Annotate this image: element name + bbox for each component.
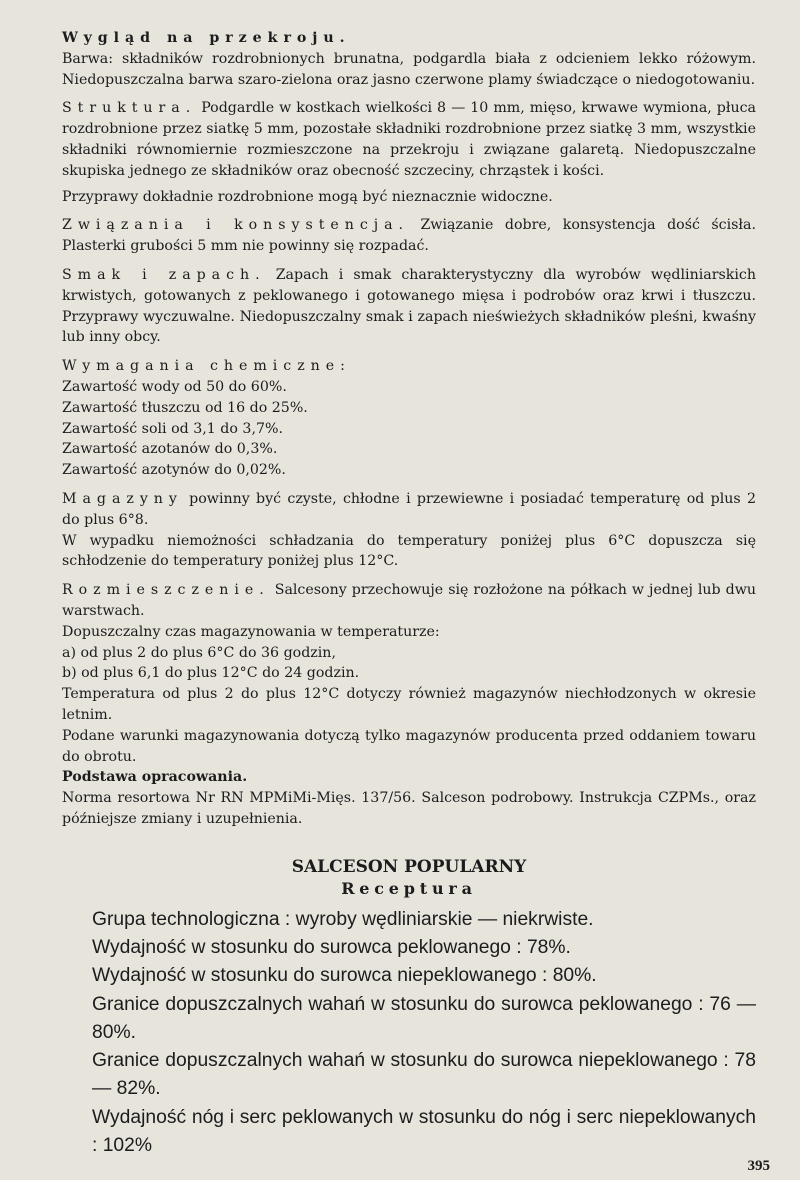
paragraph: Przyprawy dokładnie rozdrobnione mogą być nieznacznie widoczne. <box>62 188 553 205</box>
paragraph: Podgardle w kostkach wielkości 8 — 10 mm, mięso, krwawe wymiona, płuca rozdrobnione przez siatkę 5 mm, pozostałe składniki rozdrobnione przez siatkę 3 mm, wszystkie składniki równomiernie rozmieszczone na przekroju i związane galaretą. Niedopuszczalne skupiska jednego ze składników oraz obecność szczeciny, chrząstek i kości. <box>62 100 757 179</box>
paragraph: powinny być czyste, chłodne i przewiewne i posiadać temperaturę od plus 2 do plus 6°8. <box>62 490 756 528</box>
recipe-line: Wydajność w stosunku do surowca niepeklowanego : 80%. <box>92 965 597 987</box>
section-chemical <box>62 356 756 481</box>
section-heading: Wymagania chemiczne: <box>62 358 351 375</box>
list-item: Zawartość soli od 3,1 do 3,7%. <box>62 420 283 437</box>
recipe-line: Grupa technologiczna : wyroby wędliniarskie — niekrwiste. <box>92 908 594 930</box>
paragraph: W wypadku niemożności schładzania do temperatury poniżej plus 6°C dopuszcza się schłodzenie do temperatury poniżej plus 12°C. <box>62 532 756 570</box>
page-number: 395 <box>747 1158 770 1174</box>
section-heading: Magazyny <box>62 490 183 507</box>
basis-label: Podstawa opracowania. <box>62 769 248 786</box>
paragraph: Związanie dobre, konsystencja dość ścisła. Plasterki grubości 5 mm nie powinny się rozpadać. <box>62 217 756 255</box>
section-binding <box>62 215 756 257</box>
list-item: Temperatura od plus 2 do plus 12°C dotyczy również magazynów niechłodzonych w okresie letnim. <box>62 686 756 723</box>
section-heading: Struktura. <box>62 100 197 117</box>
paragraph: Zapach i smak charakterystyczny dla wyrobów wędliniarskich krwistych, gotowanych z peklowanego i gotowanego mięsa i podrobów oraz krwi i tłuszczu. Przyprawy wyczuwalne. Niedopuszczalny smak i zapach nieświeżych składników pleśni, kwaśny lub inny obcy. <box>62 266 756 346</box>
section-heading: Związania i konsystencja. <box>62 217 409 234</box>
paragraph: Salcesony przechowuje się rozłożone na półkach w jednej lub dwu warstwach. <box>62 582 756 619</box>
section-placement <box>62 580 756 830</box>
list-item: Zawartość azotynów do 0,02%. <box>62 462 286 479</box>
list-item: Zawartość azotanów do 0,3%. <box>62 441 278 458</box>
section-heading: Smak i zapach. <box>62 266 266 283</box>
list-item: Podane warunki magazynowania dotyczą tylko magazynów producenta przed oddaniem towaru do obrotu. <box>62 727 756 765</box>
list-item: a) od plus 2 do plus 6°C do 36 godzin, <box>62 644 336 661</box>
recipe-body <box>62 906 756 1161</box>
paragraph: Barwa: składników rozdrobnionych brunatna, podgardla biała z odcieniem lekko różowym. Niedopuszczalna barwa szaro-zielona oraz jasno czerwone plamy świadczące o niedogotowaniu. <box>62 50 756 88</box>
recipe-line: Wydajność nóg i serc peklowanych w stosunku do nóg i serc niepeklowanych : 102% <box>92 1106 756 1157</box>
recipe-line: Wydajność w stosunku do surowca peklowanego : 78%. <box>92 936 571 958</box>
list-item: Dopuszczalny czas magazynowania w temperaturze: <box>62 623 440 640</box>
list-item: b) od plus 6,1 do plus 12°C do 24 godzin. <box>62 665 360 682</box>
list-item: Zawartość tłuszczu od 16 do 25%. <box>62 399 308 416</box>
section-heading: Rozmieszczenie. <box>62 582 270 599</box>
section-taste <box>62 265 756 348</box>
basis-text: Norma resortowa Nr RN MPMiMi-Mięs. 137/56. Salceson podrobowy. Instrukcja CZPMs., oraz późniejsze zmiany i uzupełnienia. <box>62 790 756 827</box>
section-storage <box>62 489 756 572</box>
section-appearance <box>62 28 756 90</box>
section-structure <box>62 98 756 207</box>
recipe-line: Granice dopuszczalnych wahań w stosunku do surowca peklowanego : 76 — 80%. <box>92 993 756 1043</box>
list-item: Zawartość wody od 50 do 60%. <box>62 378 287 395</box>
section-heading: Wygląd na przekroju. <box>62 30 351 46</box>
recipe-title: SALCESON POPULARNY <box>291 856 527 877</box>
recipe-line: Granice dopuszczalnych wahań w stosunku do surowca niepeklowanego : 78 — 82%. <box>92 1050 756 1100</box>
recipe-subtitle: Receptura <box>341 878 477 898</box>
